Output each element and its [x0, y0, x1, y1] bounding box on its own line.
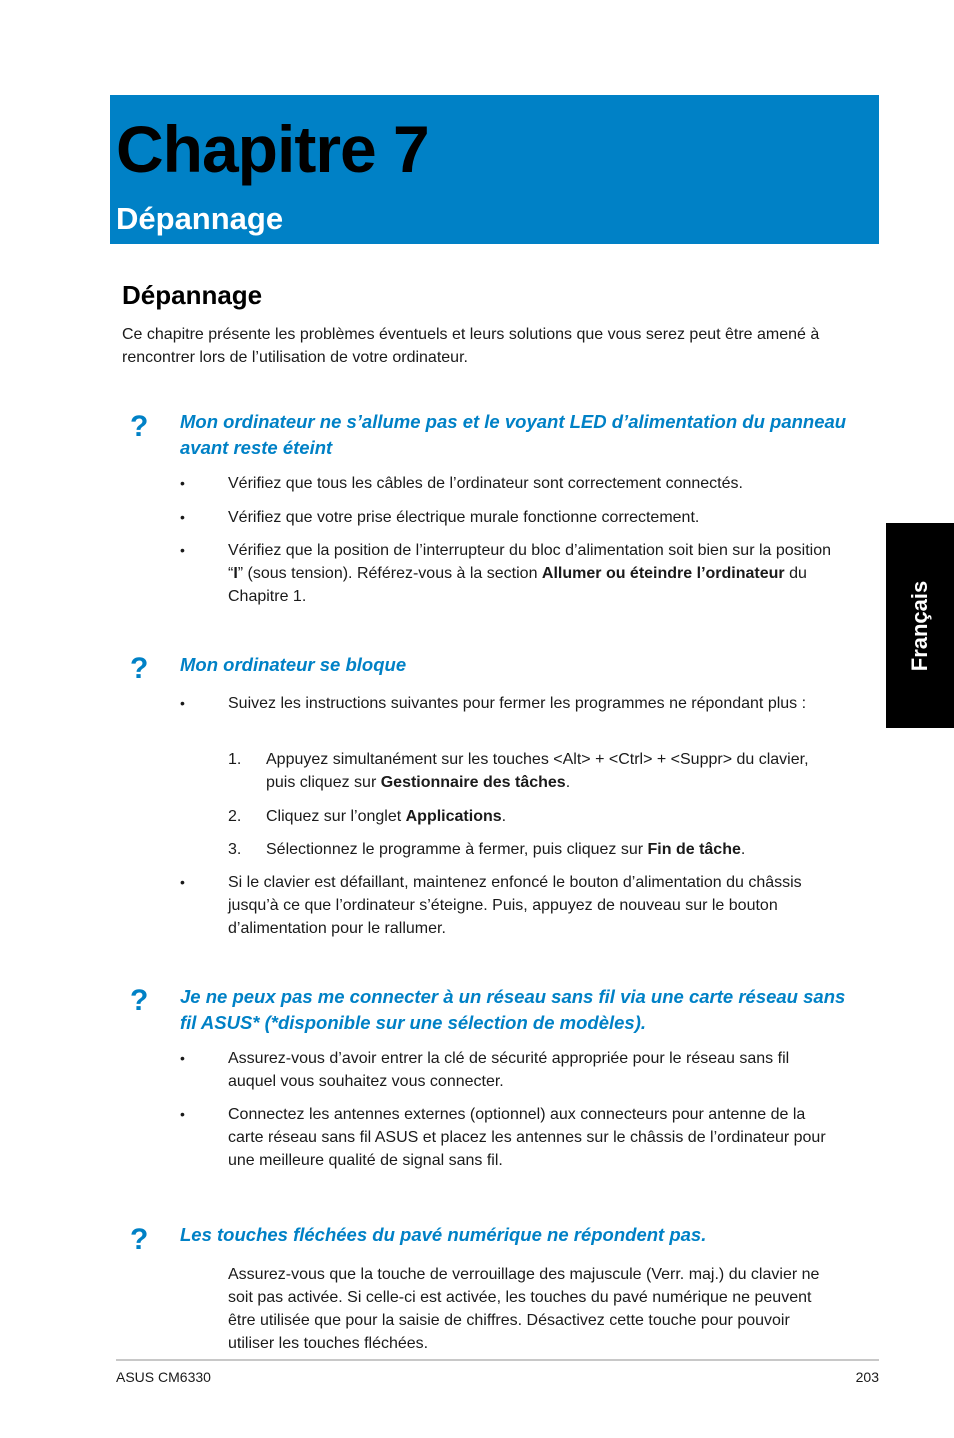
- bullet-icon: •: [180, 874, 185, 890]
- question-heading: Mon ordinateur ne s’allume pas et le voyant LED d’alimentation du panneau avant reste éteint: [180, 411, 847, 458]
- question-heading: Mon ordinateur se bloque: [180, 654, 407, 675]
- list-item: Vérifiez que tous les câbles de l’ordinateur sont correctement connectés.: [228, 475, 743, 492]
- text-run: du Chapitre 1.: [228, 565, 807, 605]
- step-number: 2.: [228, 808, 242, 825]
- question-mark-icon: ?: [130, 410, 149, 443]
- list-item: Si le clavier est défaillant, maintenez enfoncé le bouton d’alimentation du châssis jusqu’à ce que l’ordinateur s’éteigne. Puis, appuyez de nouveau sur le bouton d’alimentation pour le rallumer.: [228, 874, 802, 937]
- question-mark-icon: ?: [130, 1223, 149, 1256]
- text-run: .: [501, 808, 507, 825]
- list-item: Connectez les antennes externes (optionnel) aux connecteurs pour antenne de la carte réseau sans fil ASUS et placez les antennes sur le châssis de l’ordinateur pour une meilleure qualité de signal sans fil.: [228, 1106, 826, 1169]
- language-side-tab: [886, 523, 954, 728]
- text-run: .: [740, 841, 746, 858]
- intro-paragraph: Ce chapitre présente les problèmes éventuels et leurs solutions que vous serez peut être amené à rencontrer lors de l’utilisation de votre ordinateur.: [122, 326, 820, 366]
- bold-run: Applications: [405, 808, 502, 825]
- bullet-icon: •: [180, 542, 185, 558]
- footer-product: ASUS CM6330: [116, 1369, 211, 1385]
- language-label: Français: [907, 580, 932, 671]
- bullet-icon: •: [180, 509, 185, 525]
- bold-run: Allumer ou éteindre l’ordinateur: [541, 565, 785, 582]
- text-run: ” (sous tension). Référez-vous à la section: [237, 565, 542, 582]
- list-item: Suivez les instructions suivantes pour fermer les programmes ne répondant plus :: [228, 695, 807, 712]
- question-mark-icon: ?: [130, 984, 149, 1017]
- text-run: Appuyez simultanément sur les touches <Alt> + <Ctrl> + <Suppr> du clavier, puis cliquez sur: [266, 751, 809, 791]
- bold-run: Gestionnaire des tâches: [380, 774, 566, 791]
- bold-run: Fin de tâche: [647, 841, 741, 858]
- list-item: Assurez-vous d’avoir entrer la clé de sécurité appropriée pour le réseau sans fil auquel vous souhaitez vous connecter.: [228, 1050, 790, 1090]
- step-item: [266, 838, 836, 861]
- answer-paragraph: Assurez-vous que la touche de verrouillage des majuscule (Verr. maj.) du clavier ne soit pas activée. Si celle-ci est activée, les touches du pavé numérique ne peuvent être utilisée que pour la saisie de chiffres. Désactivez cette touche pour pouvoir utiliser les touches fléchées.: [228, 1266, 820, 1352]
- page-number: 203: [855, 1369, 879, 1385]
- text-run: .: [565, 774, 571, 791]
- bullet-icon: •: [180, 475, 185, 491]
- list-item: Vérifiez que votre prise électrique murale fonctionne correctement.: [228, 509, 700, 526]
- step-item: [266, 805, 836, 828]
- text-run: Vérifiez que la position de l’interrupteur du bloc d’alimentation soit bien sur la position “: [228, 542, 832, 582]
- step-number: 3.: [228, 841, 242, 858]
- bullet-icon: •: [180, 1106, 185, 1122]
- bold-run: I: [233, 565, 238, 582]
- chapter-subtitle: Dépannage: [116, 201, 284, 236]
- section-title: Dépannage: [122, 280, 263, 310]
- bullet-icon: •: [180, 1050, 185, 1066]
- bullet-icon: •: [180, 695, 185, 711]
- step-item: [266, 748, 836, 794]
- chapter-header-band: [110, 95, 879, 244]
- question-mark-icon: ?: [130, 652, 149, 685]
- step-number: 1.: [228, 751, 242, 768]
- question-heading: Les touches fléchées du pavé numérique ne répondent pas.: [180, 1224, 707, 1245]
- question-heading: Je ne peux pas me connecter à un réseau sans fil via une carte réseau sans fil ASUS* (*disponible sur une sélection de modèles).: [180, 986, 846, 1033]
- footer-divider: [116, 1359, 879, 1361]
- text-run: Sélectionnez le programme à fermer, puis cliquez sur: [266, 841, 648, 858]
- chapter-title: Chapitre 7: [116, 112, 429, 186]
- text-run: Cliquez sur l’onglet: [266, 808, 406, 825]
- list-item: [228, 539, 838, 608]
